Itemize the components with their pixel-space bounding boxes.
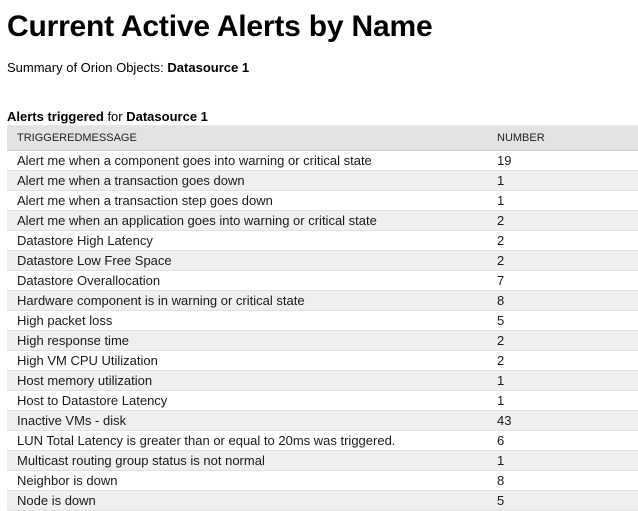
alert-message-cell: Hardware component is in warning or critical state (7, 291, 487, 311)
alert-message-cell: Host memory utilization (7, 371, 487, 391)
alert-number-cell: 2 (487, 331, 638, 351)
alerts-table-body (7, 151, 638, 511)
alert-message-cell: Datastore Low Free Space (7, 251, 487, 271)
table-row (7, 451, 638, 471)
alert-message-cell: High response time (7, 331, 487, 351)
section-heading-connector: for (107, 109, 123, 124)
alert-number-cell: 2 (487, 231, 638, 251)
table-row (7, 351, 638, 371)
summary-label: Summary of Orion Objects: (7, 60, 164, 75)
alert-number-cell: 5 (487, 491, 638, 511)
alert-message-cell: Datastore Overallocation (7, 271, 487, 291)
summary-line (7, 60, 249, 76)
table-row (7, 271, 638, 291)
alert-number-cell: 5 (487, 311, 638, 331)
alert-number-cell: 2 (487, 251, 638, 271)
alert-message-cell: High packet loss (7, 311, 487, 331)
alert-number-cell: 1 (487, 391, 638, 411)
alert-number-cell: 6 (487, 431, 638, 451)
alert-number-cell: 7 (487, 271, 638, 291)
table-row (7, 491, 638, 511)
alert-number-cell: 1 (487, 371, 638, 391)
table-row (7, 431, 638, 451)
section-heading-title: Alerts triggered (7, 109, 104, 124)
table-row (7, 291, 638, 311)
alert-message-cell: Inactive VMs - disk (7, 411, 487, 431)
alert-message-cell: Datastore High Latency (7, 231, 487, 251)
alert-message-cell: Multicast routing group status is not normal (7, 451, 487, 471)
table-row (7, 331, 638, 351)
column-header-triggeredmessage[interactable]: TRIGGEREDMESSAGE (7, 126, 487, 151)
table-row (7, 231, 638, 251)
alerts-table (7, 125, 638, 511)
alert-number-cell: 1 (487, 191, 638, 211)
table-row (7, 411, 638, 431)
alert-number-cell: 1 (487, 451, 638, 471)
alert-number-cell: 1 (487, 171, 638, 191)
alert-message-cell: LUN Total Latency is greater than or equal to 20ms was triggered. (7, 431, 487, 451)
summary-value: Datasource 1 (167, 60, 250, 75)
alert-message-cell: Alert me when a transaction goes down (7, 171, 487, 191)
table-row (7, 371, 638, 391)
alert-message-cell: High VM CPU Utilization (7, 351, 487, 371)
alert-number-cell: 2 (487, 211, 638, 231)
alert-number-cell: 8 (487, 471, 638, 491)
alert-message-cell: Host to Datastore Latency (7, 391, 487, 411)
table-row (7, 191, 638, 211)
alert-message-cell: Node is down (7, 491, 487, 511)
table-row (7, 311, 638, 331)
section-heading-target: Datasource 1 (126, 109, 208, 124)
table-row (7, 151, 638, 171)
table-row (7, 471, 638, 491)
section-heading (7, 109, 208, 125)
table-row (7, 171, 638, 191)
alert-message-cell: Alert me when an application goes into warning or critical state (7, 211, 487, 231)
alert-message-cell: Alert me when a component goes into warning or critical state (7, 151, 487, 171)
page-title: Current Active Alerts by Name (7, 10, 433, 43)
table-row (7, 211, 638, 231)
alert-number-cell: 8 (487, 291, 638, 311)
alert-number-cell: 19 (487, 151, 638, 171)
alert-message-cell: Neighbor is down (7, 471, 487, 491)
column-header-number[interactable]: NUMBER (487, 126, 638, 151)
alert-message-cell: Alert me when a transaction step goes down (7, 191, 487, 211)
table-row (7, 251, 638, 271)
table-row (7, 391, 638, 411)
alert-number-cell: 2 (487, 351, 638, 371)
table-header-row (7, 126, 638, 151)
alert-number-cell: 43 (487, 411, 638, 431)
